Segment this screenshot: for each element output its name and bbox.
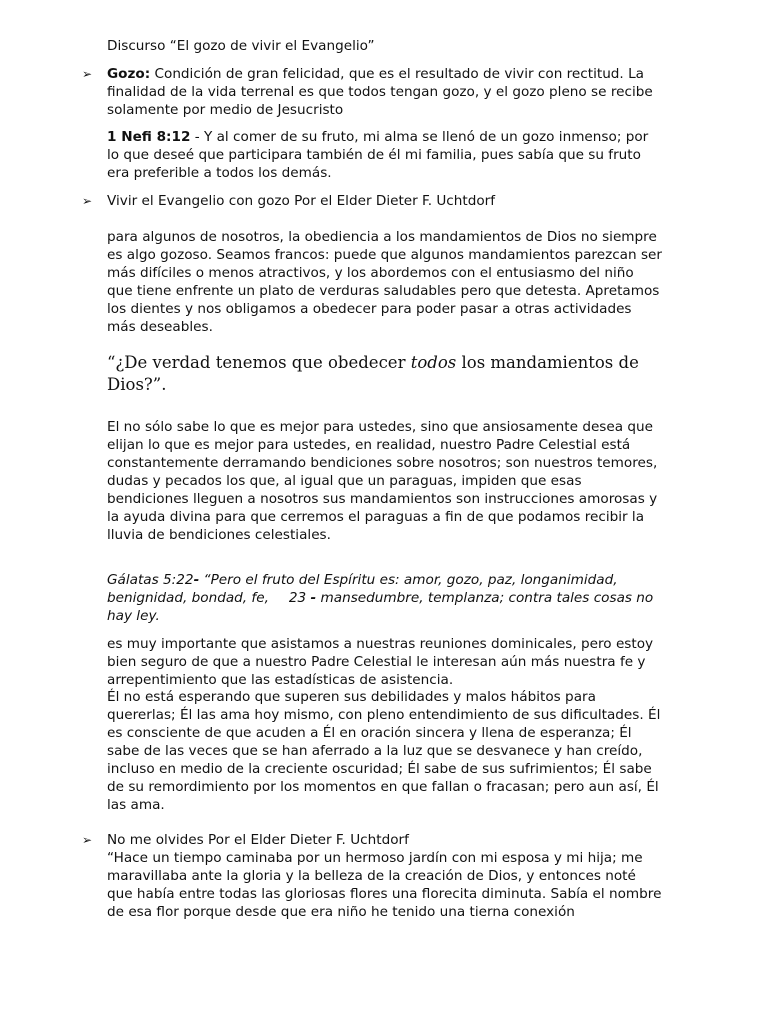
talk1-paragraph: para algunos de nosotros, la obediencia a los mandamientos de Dios no siempre es algo gozoso. Seamos francos: puede que algunos mandamientos parezcan ser más difíciles o menos atractivos, y los abordemos con el entusiasmo del niño que tiene enfrente un plato de verduras saludables pero que detesta. Apretamos los dientes y nos obligamos a obedecer para poder pasar a otras actividades más deseables. <box>107 229 662 335</box>
nefi-text: - Y al comer de su fruto, mi alma se llenó de un gozo inmenso; por lo que deseé que participara también de él mi familia, pues sabía que su fruto era preferible a todos los demás. <box>107 129 649 181</box>
gozo-term: Gozo: <box>107 66 151 82</box>
nefi-scripture <box>107 128 663 182</box>
question-before: “¿De verdad tenemos que obedecer <box>107 353 411 372</box>
talk2-paragraph: “Hace un tiempo caminaba por un hermoso jardín con mi esposa y mi hija; me maravillaba ante la gloria y la belleza de la creación de Dios, y entonces noté que había entre todas las gloriosas flores una florecita diminuta. Sabía el nombre de esa flor porque desde que era niño he tenido una tierna conexión <box>107 850 662 920</box>
talk1-heading: Vivir el Evangelio con gozo Por el Elder Dieter F. Uchtdorf <box>107 193 496 209</box>
galatas-reference: Gálatas 5:22 <box>107 572 194 588</box>
bullet-arrow-icon: ➢ <box>82 194 93 208</box>
gozo-definition-text: Condición de gran felicidad, que es el resultado de vivir con rectitud. La finalidad de la vida terrenal es que todos tengan gozo, y el gozo pleno se recibe solamente por medio de Jesucristo <box>107 66 653 118</box>
bullet-arrow-icon: ➢ <box>82 833 93 847</box>
meetings-paragraph: es muy importante que asistamos a nuestras reuniones dominicales, pero estoy bien seguro de que a nuestro Padre Celestial le interesan aún más nuestra fe y arrepentimiento que las estadísticas de asistencia. <box>107 636 654 688</box>
galatas-dash-2: - <box>310 590 317 606</box>
talk2-heading: No me olvides Por el Elder Dieter F. Uchtdorf <box>107 832 409 848</box>
galatas-text-part1: “Pero el fruto del Espíritu es: amor, gozo, paz, longanimidad, benignidad, bondad, fe, <box>107 572 618 606</box>
loves-paragraph: Él no está esperando que superen sus debilidades y malos hábitos para quererlas; Él las ama hoy mismo, con pleno entendimiento de sus dificultades. Él es consciente de que acuden a Él en oración sincera y llena de esperanza; Él sabe de las veces que se han aferrado a la luz que se desvanece y han creído, incluso en medio de la creciente oscuridad; Él sabe de sus sufrimientos; Él sabe de su remordimiento por los momentos en que fallan o fracasan; pero aun así, Él las ama. <box>107 689 661 813</box>
galatas-text-part2: mansedumbre, templanza; contra tales cosas no hay ley. <box>107 590 654 624</box>
question-after: los mandamientos de Dios?”. <box>107 353 639 394</box>
bullet-arrow-icon: ➢ <box>82 67 93 81</box>
gozo-definition <box>107 65 663 119</box>
obedience-question <box>107 352 663 396</box>
document-title: Discurso “El gozo de vivir el Evangelio” <box>107 38 375 54</box>
question-emphasis: todos <box>410 353 457 372</box>
blessings-paragraph: El no sólo sabe lo que es mejor para ustedes, sino que ansiosamente desea que elijan lo que es mejor para ustedes, en realidad, nuestro Padre Celestial está constantemente derramando bendiciones sobre nosotros; son nuestros temores, dudas y pecados los que, al igual que un paraguas, impiden que esas bendiciones lleguen a nosotros sus mandamientos son instrucciones amorosas y la ayuda divina para que cerremos el paraguas a fin de que podamos recibir la lluvia de bendiciones celestiales. <box>107 419 658 543</box>
nefi-reference: 1 Nefi 8:12 <box>107 129 191 145</box>
galatas-verse-number: 23 <box>288 590 307 606</box>
galatas-dash: - <box>193 572 200 588</box>
galatas-scripture <box>107 571 663 625</box>
